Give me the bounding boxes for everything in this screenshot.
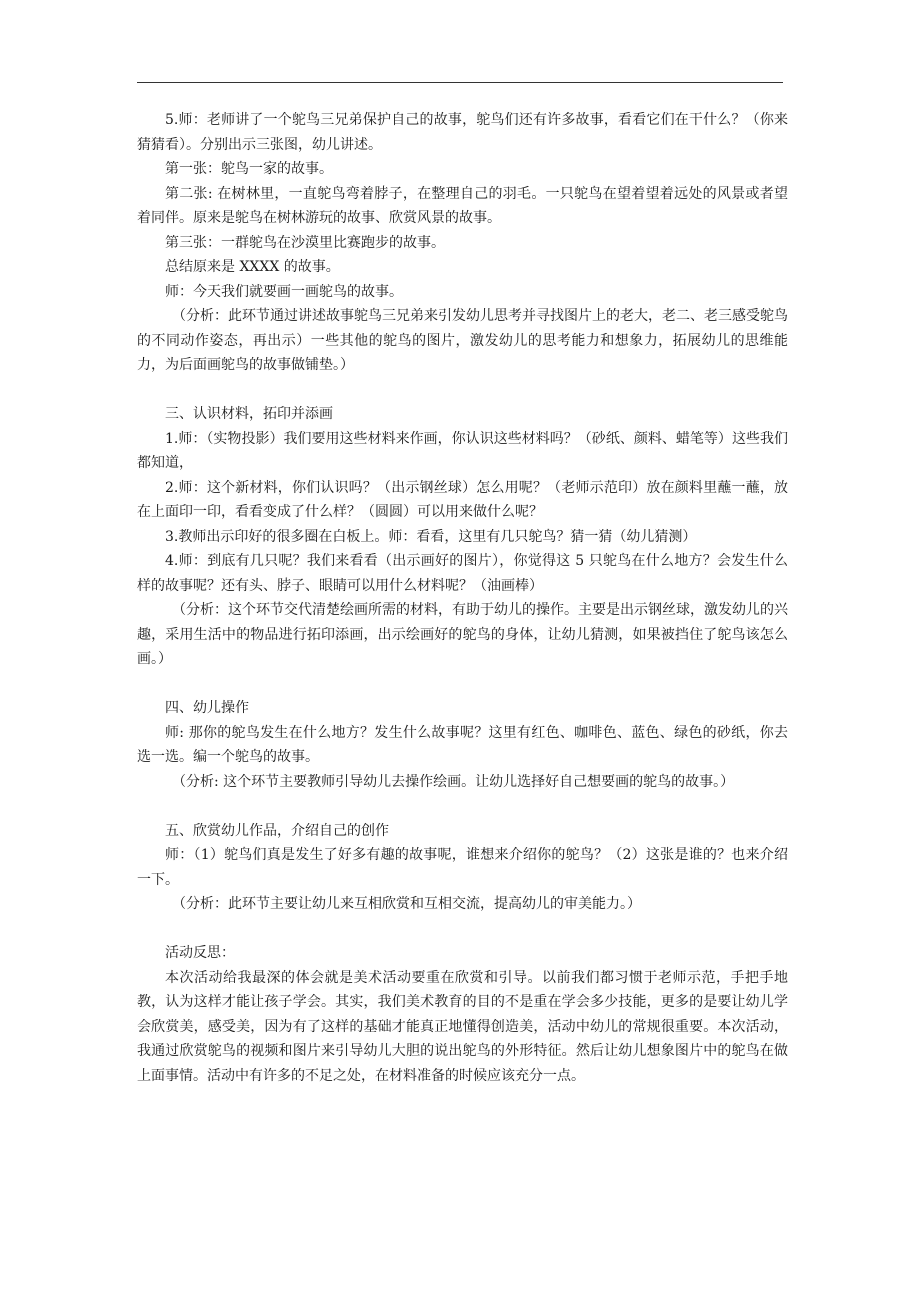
section-heading: 三、认识材料，拓印并添画 bbox=[165, 406, 333, 422]
paragraph: 第三张：一群鸵鸟在沙漠里比赛跑步的故事。 bbox=[165, 234, 445, 251]
blank-line bbox=[137, 378, 788, 403]
paragraph: 5.师：老师讲了一个鸵鸟三兄弟保护自己的故事，鸵鸟们还有许多故事，看看它们在干什么？（你来猜猜看）。分别出示三张图，幼儿讲述。 bbox=[137, 112, 788, 153]
section-heading: 五、欣赏幼儿作品，介绍自己的创作 bbox=[165, 822, 389, 839]
blank-line bbox=[137, 917, 788, 942]
paragraph: 本次活动给我最深的体会就是美术活动要重在欣赏和引导。以前我们都习惯于老师示范，手把手地教，认为这样才能让孩子学会。其实，我们美术教育的目的不是重在学会多少技能，更多的是要让幼儿学会欣赏美，感受美，因为有了这样的基础才能真正地懂得创造美，活动中幼儿的常规很重要。本次活动，我通过欣赏鸵鸟的视频和图片来引导幼儿大胆的说出鸵鸟的外形特征。然后让幼儿想象图片中的鸵鸟在做上面事情。活动中有许多的不足之处，在材料准备的时候应该充分一点。 bbox=[137, 969, 788, 1084]
section-heading: 活动反思： bbox=[165, 945, 235, 961]
analysis-paragraph: （分析：这个环节交代清楚绘画所需的材料，有助于幼儿的操作。主要是出示钢丝球，激发幼儿的兴趣，采用生活中的物品进行拓印添画，出示绘画好的鸵鸟的身体，让幼儿猜测，如果被挡住了鸵鸟该怎么画。） bbox=[137, 602, 788, 667]
paragraph: 师：（1）鸵鸟们真是发生了好多有趣的故事呢，谁想来介绍你的鸵鸟？（2）这张是谁的？也来介绍一下。 bbox=[137, 847, 788, 888]
blank-line bbox=[137, 794, 788, 819]
paragraph: 1.师：（实物投影）我们要用这些材料来作画，你认识这些材料吗？（砂纸、颜料、蜡笔等）这些我们都知道， bbox=[137, 430, 788, 471]
paragraph: 4.师：到底有几只呢？我们来看看（出示画好的图片），你觉得这 5 只鸵鸟在什么地方？会发生什么样的故事呢？还有头、脖子、眼睛可以用什么材料呢？（油画棒） bbox=[137, 553, 788, 594]
header-rule bbox=[137, 82, 783, 83]
paragraph: 第二张: 在树林里，一直鸵鸟弯着脖子，在整理自己的羽毛。一只鸵鸟在望着望着远处的风景或者望着同伴。原来是鸵鸟在树林游玩的故事、欣赏风景的故事。 bbox=[137, 185, 788, 226]
paragraph: 第一张：鸵鸟一家的故事。 bbox=[165, 161, 333, 177]
paragraph: 总结原来是 XXXX 的故事。 bbox=[165, 259, 340, 275]
paragraph: 师：今天我们就要画一画鸵鸟的故事。 bbox=[165, 283, 403, 300]
document-body bbox=[137, 108, 788, 1088]
analysis-paragraph: （分析: 这个环节主要教师引导幼儿去操作绘画。让幼儿选择好自己想要画的鸵鸟的故事。） bbox=[172, 773, 735, 790]
blank-line bbox=[137, 672, 788, 697]
paragraph: 师: 那你的鸵鸟发生在什么地方？发生什么故事呢？这里有红色、咖啡色、蓝色、绿色的砂纸，你去选一选。编一个鸵鸟的故事。 bbox=[137, 724, 788, 765]
section-heading: 四、幼儿操作 bbox=[165, 700, 249, 716]
paragraph: 3.教师出示印好的很多圈在白板上。师：看看，这里有几只鸵鸟？猜一猜（幼儿猜测） bbox=[165, 528, 697, 545]
paragraph: 2.师：这个新材料，你们认识吗？（出示钢丝球）怎么用呢？（老师示范印）放在颜料里蘸一蘸，放在上面印一印，看看变成了什么样？（圆圆）可以用来做什么呢？ bbox=[137, 479, 788, 520]
analysis-paragraph: （分析：此环节通过讲述故事鸵鸟三兄弟来引发幼儿思考并寻找图片上的老大，老二、老三感受鸵鸟的不同动作姿态，再出示）一些其他的鸵鸟的图片，激发幼儿的思考能力和想象力，拓展幼儿的思维能力，为后面画鸵鸟的故事做铺垫。） bbox=[137, 308, 788, 373]
analysis-paragraph: （分析：此环节主要让幼儿来互相欣赏和互相交流，提高幼儿的审美能力。） bbox=[172, 896, 641, 912]
